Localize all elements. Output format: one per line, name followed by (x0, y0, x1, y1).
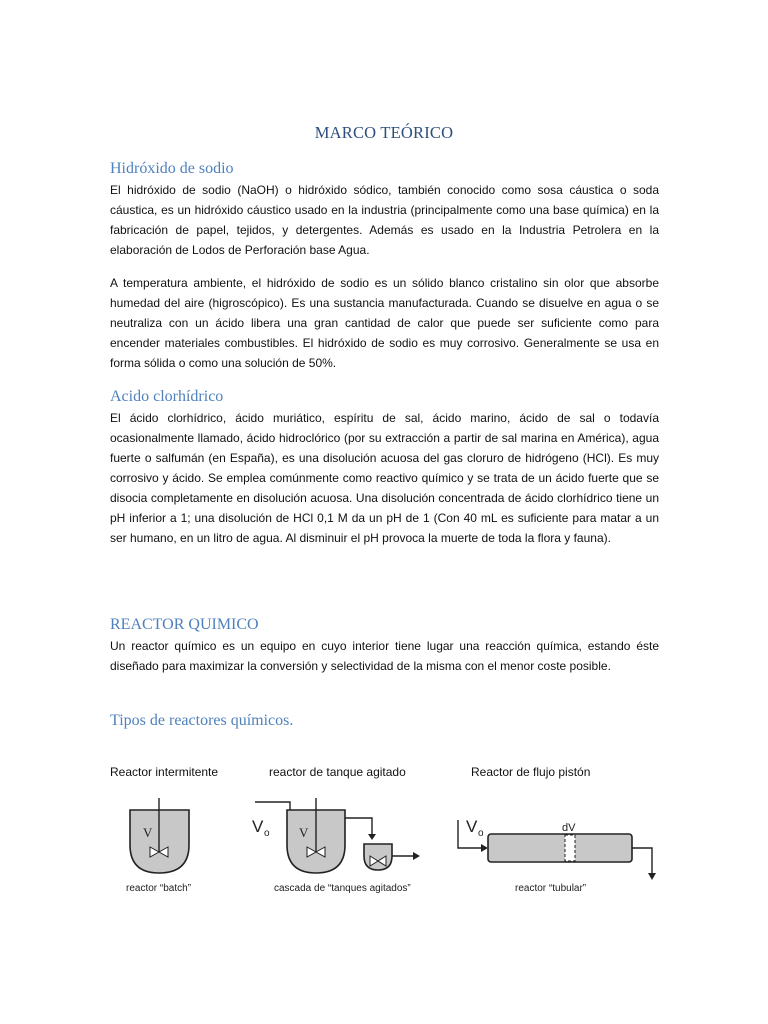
label-reactor-tanque-agitado: reactor de tanque agitado (269, 765, 406, 779)
caption-cstr: cascada de “tanques agitados” (274, 883, 411, 894)
heading-reactor-quimico: REACTOR QUIMICO (110, 616, 259, 633)
paragraph-acido-clorhidrico: El ácido clorhídrico, ácido muriático, espíritu de sal, ácido marino, ácido de sal o todavía ocasionalmente llamado, ácido hidroclórico (por su extracción a partir de sal marina en América), agua fuerte o salfumán (en España), es una disolución acuosa del gas cloruro de hidrógeno (HCl). Es muy corrosivo y ácido. Se emplea comúnmente como reactivo químico y se trata de un ácido fuerte que se disocia completamente en disolución acuosa. Una disolución concentrada de ácido clorhídrico tiene un pH inferior a 1; una disolución de HCl 0,1 M da un pH de 1 (Con 40 mL es suficiente para matar a un ser humano, en un litro de agua. Al disminuir el pH provoca la muerte de toda la flora y fauna). (110, 411, 659, 545)
heading-acido-clorhidrico: Acido clorhídrico (110, 388, 224, 405)
paragraph-reactor-quimico: Un reactor químico es un equipo en cuyo interior tiene lugar una reacción química, estando éste diseñado para maximizar la conversión y selectividad de la misma con el menor coste posible. (110, 639, 659, 673)
tubular-inflow-subscript: o (478, 828, 484, 839)
heading-tipos-de-reactores: Tipos de reactores químicos. (110, 712, 294, 729)
page-title: MARCO TEÓRICO (314, 123, 454, 142)
reactor-types-diagram (110, 790, 670, 905)
caption-tubular: reactor “tubular” (515, 883, 587, 894)
label-reactor-flujo-piston: Reactor de flujo pistón (471, 765, 591, 779)
tubular-inflow-symbol: V (466, 817, 478, 836)
batch-reactor-drawing (126, 798, 191, 894)
batch-volume-symbol: V (143, 825, 153, 840)
heading-hidroxido-de-sodio: Hidróxido de sodio (110, 160, 234, 177)
cstr-cascade-drawing (252, 798, 420, 894)
cstr-inflow-subscript: o (264, 828, 270, 839)
paragraph-hidroxido-1: El hidróxido de sodio (NaOH) o hidróxido sódico, también conocido como sosa cáustica o soda cáustica, es un hidróxido cáustico usado en la industria (principalmente como una base química) en la fabricación de papel, tejidos, y detergentes. Además es usado en la Industria Petrolera en la elaboración de Lodos de Perforación base Agua. (110, 183, 659, 257)
cstr-inflow-symbol: V (252, 817, 264, 836)
paragraph-hidroxido-2: A temperatura ambiente, el hidróxido de sodio es un sólido blanco cristalino sin olor que absorbe humedad del aire (higroscópico). Es una sustancia manufacturada. Cuando se disuelve en agua o se neutraliza con un ácido libera una gran cantidad de calor que puede ser suficiente como para encender materiales combustibles. El hidróxido de sodio es muy corrosivo. Generalmente se usa en forma sólida o como una solución de 50%. (110, 276, 659, 370)
tubular-element-symbol: dV (562, 822, 576, 834)
cstr-volume-symbol: V (299, 825, 309, 840)
label-reactor-intermitente: Reactor intermitente (110, 765, 219, 779)
tubular-reactor-drawing (458, 817, 656, 894)
caption-batch: reactor “batch” (126, 883, 192, 894)
